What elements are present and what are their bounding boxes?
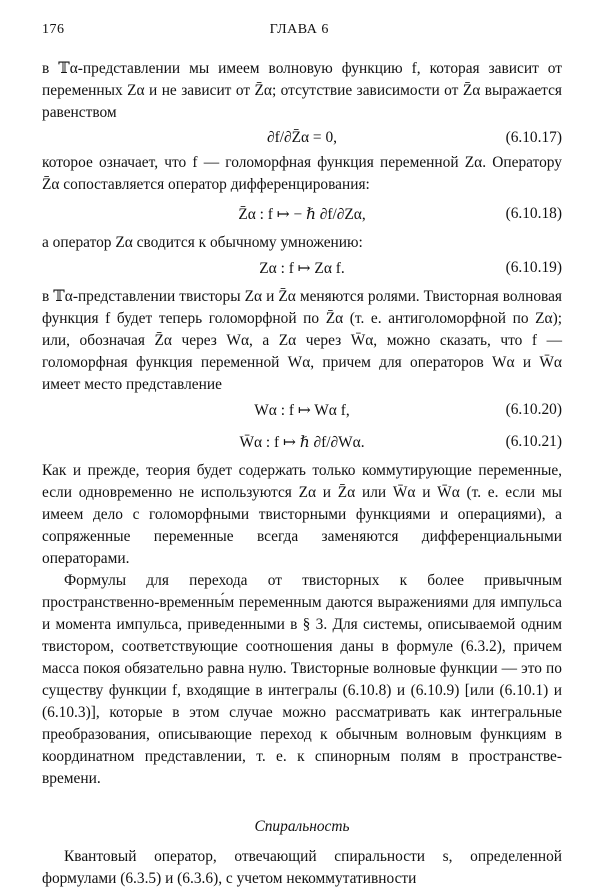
page-number: 176: [42, 22, 65, 37]
equation-6-10-19: [42, 254, 562, 282]
equation-number: (6.10.17): [505, 129, 562, 146]
equation-formula: Wα : f ↦ Wα f,: [254, 401, 350, 419]
equation-number: (6.10.20): [505, 401, 562, 418]
equation-number: (6.10.19): [505, 259, 562, 276]
paragraph-2: которое означает, что f — голоморфная функция переменной Zα. Оператору Z̄α сопоставляется оператор дифференцирования:: [42, 154, 562, 193]
paragraph-6: Формулы для перехода от твисторных к более привычным пространственно-временны́м переменным даются выражениями для импульса и момента импульса, приведенными в § 3. Для системы, описываемой одним твистором, соответствующие соотношения даны в формуле (6.3.2), причем масса покоя обязательно равна нулю. Твисторные волновые функции — это по существу функции f, входящие в интегралы (6.10.8) и (6.10.9) [или (6.10.1) и (6.10.3)], которые в этом случае можно рассматривать как интегральные преобразования, описывающие переход к обычным волновым функциям в координатном представлении, т. е. к спинорным полям в пространстве-времени.: [42, 572, 562, 787]
equation-number: (6.10.18): [505, 205, 562, 222]
equation-6-10-18: [42, 196, 562, 232]
equation-formula: ∂f/∂Z̄α = 0,: [267, 129, 337, 146]
equation-6-10-20: [42, 396, 562, 424]
chapter-title: ГЛАВА 6: [269, 22, 329, 37]
section-title: Спиральность: [254, 818, 350, 835]
equation-6-10-21: [42, 424, 562, 460]
equation-formula: Zα : f ↦ Zα f.: [259, 259, 345, 277]
paragraph-1: в 𝕋α-представлении мы имеем волновую функцию f, которая зависит от переменных Zα и не зависит от Z̄α; отсутствие зависимости от Z̄α выражается равенством: [42, 60, 562, 121]
paragraph-7: Квантовый оператор, отвечающий спиральности s, определенной формулами (6.3.5) и (6.3.6), с учетом некоммутативности: [42, 848, 562, 887]
page: [42, 22, 562, 890]
paragraph-5: Как и прежде, теория будет содержать только коммутирующие переменные, если одновременно не используются Zα и Z̄α или W̄α и W̄α (т. е. если мы имеем дело с голоморфными твисторными функциями и операциями), а сопряженные переменные всегда заменяются дифференциальными операторами.: [42, 462, 562, 567]
page-header: [42, 22, 562, 38]
equation-formula: Z̄α : f ↦ − ℏ ∂f/∂Zα,: [238, 205, 366, 223]
equation-6-10-17: [42, 124, 562, 152]
equation-formula: W̄α : f ↦ ℏ ∂f/∂Wα.: [239, 433, 365, 451]
equation-number: (6.10.21): [505, 433, 562, 450]
paragraph-3: а оператор Zα сводится к обычному умножению:: [42, 234, 363, 251]
paragraph-4: в 𝕋α-представлении твисторы Zα и Z̄α меняются ролями. Твисторная волновая функция f будет теперь голоморфной по Z̄α (т. е. антиголоморфной по Zα); или, обозначая Z̄α через Wα, а Zα через W̄α, можно сказать, что f — голоморфная функция переменной Wα, причем для операторов Wα и W̄α имеет место представление: [42, 288, 562, 393]
